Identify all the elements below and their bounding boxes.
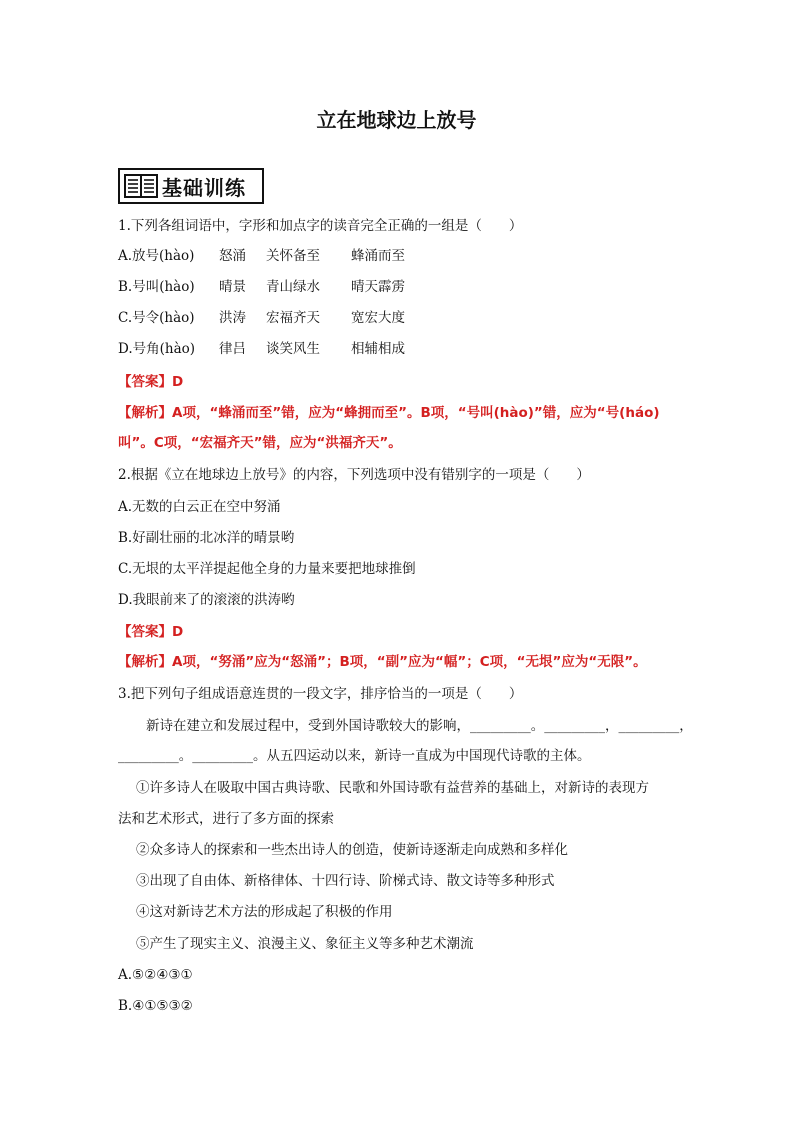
q3-sentence-3: ③出现了自由体、新格律体、十四行诗、阶梯式诗、散文诗等多种形式 [136, 873, 555, 889]
q3-sentence-1b: 法和艺术形式，进行了多方面的探索 [118, 811, 334, 827]
book-icon [124, 173, 158, 199]
q1-option-b: B.号叫(hào) 晴景 青山绿水 晴天霹雳 [118, 279, 405, 295]
q3-stem: 3.把下列句子组成语意连贯的一段文字，排序恰当的一项是（ ） [118, 686, 523, 702]
q2-stem: 2.根据《立在地球边上放号》的内容，下列选项中没有错别字的一项是（ ） [118, 467, 590, 483]
q1-answer: 【答案】D [118, 374, 184, 390]
q1-option-a: A.放号(hào) 怒涌 关怀备至 蜂涌而至 [118, 248, 405, 264]
q2-analysis: 【解析】A项，“努涌”应为“怒涌”；B项，“副”应为“幅”；C项，“无垠”应为“无限”。 [118, 654, 647, 670]
q1-option-c: C.号令(hào) 洪涛 宏福齐天 宽宏大度 [118, 310, 405, 326]
q3-sentence-1a: ①许多诗人在吸取中国古典诗歌、民歌和外国诗歌有益营养的基础上，对新诗的表现方 [136, 780, 649, 796]
q3-option-a: A.⑤②④③① [118, 967, 193, 983]
q2-option-c: C.无垠的太平洋提起他全身的力量来要把地球推倒 [118, 561, 416, 577]
q1-analysis-line-1: 【解析】A项，“蜂涌而至”错，应为“蜂拥而至”。B项，“号叫(hào)”错，应为“号(háo) [118, 405, 660, 421]
q1-option-d: D.号角(hào) 律吕 谈笑风生 相辅相成 [118, 341, 405, 357]
q3-sentence-4: ④这对新诗艺术方法的形成起了积极的作用 [136, 904, 393, 920]
section-banner [118, 168, 264, 204]
q3-option-b: B.④①⑤③② [118, 998, 193, 1014]
q2-option-b: B.好副壮丽的北冰洋的晴景哟 [118, 530, 295, 546]
page-title: 立在地球边上放号 [316, 108, 477, 132]
q1-analysis-line-2: 叫”。C项，“宏福齐天”错，应为“洪福齐天”。 [118, 435, 402, 451]
q3-passage-line-2: _________。_________。从五四运动以来，新诗一直成为中国现代诗歌的主体。 [118, 748, 591, 764]
q3-passage-line-1: 新诗在建立和发展过程中，受到外国诗歌较大的影响，_________。_________，_________， [146, 718, 693, 734]
q1-stem: 1.下列各组词语中，字形和加点字的读音完全正确的一组是（ ） [118, 218, 523, 234]
banner-text: 基础训练 [162, 175, 246, 200]
q2-option-d: D.我眼前来了的滚滚的洪涛哟 [118, 592, 295, 608]
q2-answer: 【答案】D [118, 624, 184, 640]
q2-option-a: A.无数的白云正在空中努涌 [118, 499, 281, 515]
q3-sentence-2: ②众多诗人的探索和一些杰出诗人的创造，使新诗逐渐走向成熟和多样化 [136, 842, 568, 858]
q3-sentence-5: ⑤产生了现实主义、浪漫主义、象征主义等多种艺术潮流 [136, 936, 474, 952]
